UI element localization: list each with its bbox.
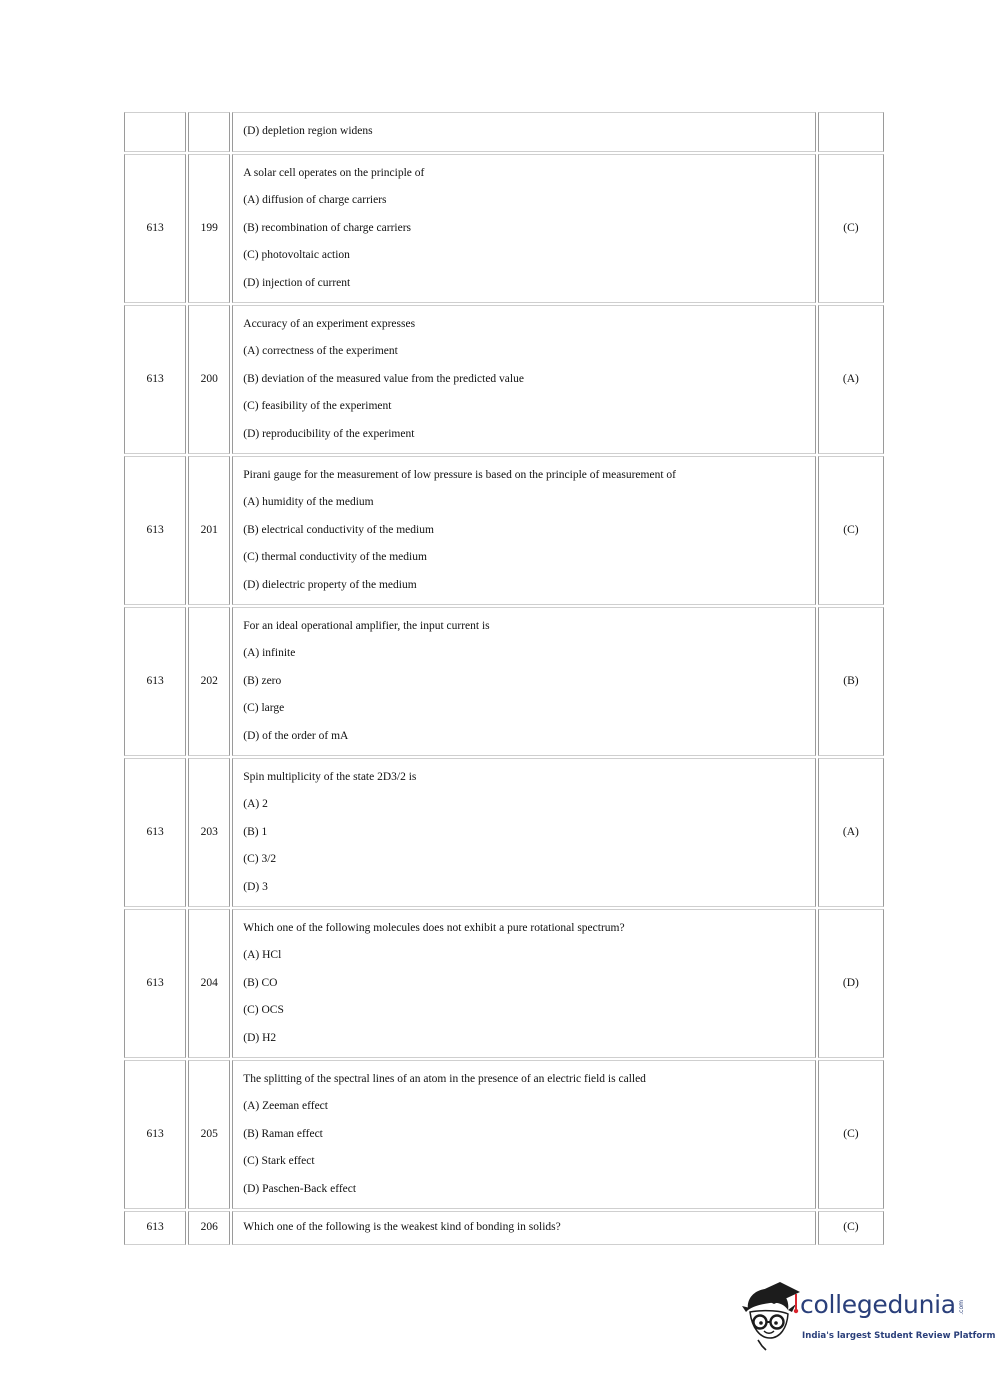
code-cell: 613 bbox=[124, 1060, 186, 1209]
option-text: (A) diffusion of charge carriers bbox=[243, 194, 387, 207]
option-text: (A) infinite bbox=[243, 647, 296, 660]
question-text: Pirani gauge for the measurement of low pressure is based on the principle of measurement of bbox=[243, 468, 676, 481]
question-cell bbox=[232, 456, 816, 605]
collegedunia-branding bbox=[740, 1280, 996, 1360]
table-row bbox=[124, 112, 884, 152]
question-number-cell: 199 bbox=[188, 154, 230, 303]
option-text: (D) dielectric property of the medium bbox=[243, 578, 417, 591]
table-row bbox=[124, 456, 884, 605]
code-cell bbox=[124, 112, 186, 152]
option-text: (D) depletion region widens bbox=[232, 112, 816, 152]
option-text: (C) Stark effect bbox=[243, 1155, 315, 1168]
student-mascot-icon bbox=[740, 1280, 802, 1352]
table-row bbox=[124, 305, 884, 454]
code-cell: 613 bbox=[124, 1211, 186, 1245]
question-cell bbox=[232, 154, 816, 303]
table-row bbox=[124, 1211, 884, 1245]
question-cell bbox=[232, 758, 816, 907]
question-cell bbox=[232, 607, 816, 756]
answer-cell: (B) bbox=[818, 607, 884, 756]
code-cell: 613 bbox=[124, 758, 186, 907]
question-text: Which one of the following is the weakest kind of bonding in solids? bbox=[232, 1211, 816, 1245]
question-text: Which one of the following molecules does not exhibit a pure rotational spectrum? bbox=[243, 921, 625, 934]
brand-name: collegedunia bbox=[800, 1290, 956, 1319]
option-text: (A) Zeeman effect bbox=[243, 1100, 328, 1113]
question-number-cell: 202 bbox=[188, 607, 230, 756]
answer-cell: (A) bbox=[818, 758, 884, 907]
question-number-cell: 203 bbox=[188, 758, 230, 907]
option-text: (D) H2 bbox=[243, 1031, 277, 1044]
code-cell: 613 bbox=[124, 305, 186, 454]
option-text: (B) deviation of the measured value from the predicted value bbox=[243, 372, 524, 385]
code-cell: 613 bbox=[124, 607, 186, 756]
answer-cell: (C) bbox=[818, 456, 884, 605]
table-row bbox=[124, 607, 884, 756]
option-text: (A) 2 bbox=[243, 798, 268, 811]
option-text: (D) Paschen-Back effect bbox=[243, 1182, 357, 1195]
answer-cell: (C) bbox=[818, 154, 884, 303]
question-text: For an ideal operational amplifier, the input current is bbox=[243, 619, 490, 632]
question-number-cell: 206 bbox=[188, 1211, 230, 1245]
option-text: (D) injection of current bbox=[243, 276, 351, 289]
code-cell: 613 bbox=[124, 909, 186, 1058]
option-text: (A) correctness of the experiment bbox=[243, 345, 398, 358]
question-text: The splitting of the spectral lines of an atom in the presence of an electric field is called bbox=[243, 1072, 646, 1085]
brand-domain-suffix: .com bbox=[958, 1300, 965, 1315]
option-text: (B) CO bbox=[243, 976, 278, 989]
answer-cell bbox=[818, 112, 884, 152]
option-text: (B) Raman effect bbox=[243, 1127, 323, 1140]
question-text: Accuracy of an experiment expresses bbox=[243, 317, 416, 330]
option-text: (D) 3 bbox=[243, 880, 268, 893]
option-text: (B) recombination of charge carriers bbox=[243, 221, 412, 234]
option-text: (C) large bbox=[243, 702, 285, 715]
question-cell bbox=[232, 1060, 816, 1209]
option-text: (A) humidity of the medium bbox=[243, 496, 374, 509]
option-text: (D) of the order of mA bbox=[243, 729, 349, 742]
option-text: (B) 1 bbox=[243, 825, 268, 838]
option-text: (C) 3/2 bbox=[243, 853, 277, 866]
question-number-cell bbox=[188, 112, 230, 152]
answer-cell: (D) bbox=[818, 909, 884, 1058]
code-cell: 613 bbox=[124, 154, 186, 303]
table-row bbox=[124, 154, 884, 303]
question-number-cell: 201 bbox=[188, 456, 230, 605]
table-row bbox=[124, 909, 884, 1058]
option-text: (C) photovoltaic action bbox=[243, 249, 350, 262]
option-text: (C) feasibility of the experiment bbox=[243, 400, 392, 413]
option-text: (A) HCl bbox=[243, 949, 282, 962]
table-row bbox=[124, 1060, 884, 1209]
question-number-cell: 205 bbox=[188, 1060, 230, 1209]
brand-tagline: India's largest Student Review Platform bbox=[802, 1331, 996, 1341]
answer-cell: (A) bbox=[818, 305, 884, 454]
code-cell: 613 bbox=[124, 456, 186, 605]
question-number-cell: 204 bbox=[188, 909, 230, 1058]
answer-cell: (C) bbox=[818, 1060, 884, 1209]
question-cell bbox=[232, 305, 816, 454]
option-text: (C) OCS bbox=[243, 1004, 284, 1017]
question-cell bbox=[232, 909, 816, 1058]
question-number-cell: 200 bbox=[188, 305, 230, 454]
question-answer-table bbox=[122, 110, 886, 1247]
option-text: (D) reproducibility of the experiment bbox=[243, 427, 415, 440]
table-row bbox=[124, 758, 884, 907]
option-text: (C) thermal conductivity of the medium bbox=[243, 551, 427, 564]
option-text: (B) electrical conductivity of the medium bbox=[243, 523, 434, 536]
question-text: A solar cell operates on the principle of bbox=[243, 166, 425, 179]
question-text: Spin multiplicity of the state 2D3/2 is bbox=[243, 770, 417, 783]
answer-cell: (C) bbox=[818, 1211, 884, 1245]
option-text: (B) zero bbox=[243, 674, 282, 687]
